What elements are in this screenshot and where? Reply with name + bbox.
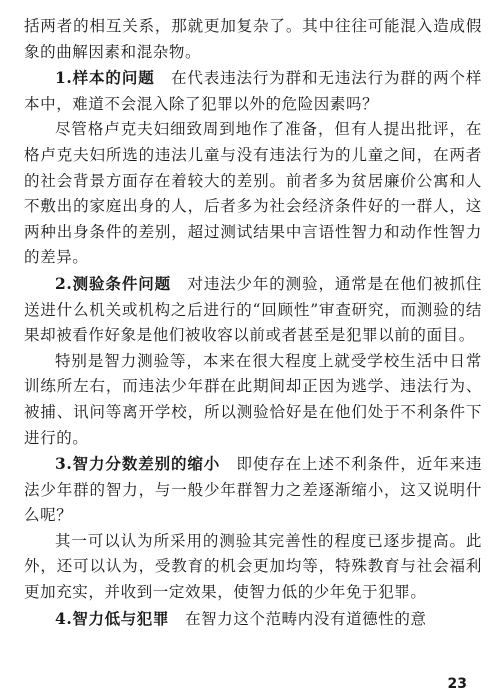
section-paragraph-low-intelligence (24, 606, 482, 633)
paragraph-text: 即使存在上述不利条件，近年来违法少年群的智力，与一般少年群智力之差逐渐缩小，这又说明什么呢？ (24, 455, 482, 525)
paragraph-text: 特别是智力测验等，本来在很大程度上就受学校生活中日常训练所左右，而违法少年群在此期间却正因为逃学、违法行为、被捕、讯问等离开学校，所以测验恰好是在他们处于不利条件下进行的。 (24, 351, 482, 447)
section-paragraph-sample-problem (24, 65, 482, 117)
paragraph (24, 117, 482, 271)
paragraph-continued (24, 14, 482, 65)
section-paragraph-test-conditions (24, 271, 482, 349)
paragraph (24, 349, 482, 451)
paragraph (24, 529, 482, 606)
section-heading: 2.测验条件问题 (55, 273, 171, 293)
paragraph-text: 对违法少年的测验，通常是在他们被抓住送进什么机关或机构之后进行的“回顾性”审查研究，而测验的结果却被看作好象是他们被收容以前或者甚至是犯罪以前的面目。 (24, 274, 483, 345)
page-number: 23 (447, 676, 467, 692)
section-heading: 1.样本的问题 (55, 68, 155, 88)
section-heading: 3.智力分数差别的缩小 (55, 454, 221, 474)
book-page-text (24, 14, 482, 632)
section-heading: 4.智力低与犯罪 (55, 608, 169, 628)
paragraph-text: 在智力这个范畴内没有道德性的意 (168, 609, 427, 628)
paragraph-text: 尽管格卢克夫妇细致周到地作了准备，但有人提出批评，在格卢克夫妇所选的违法儿童与没有违法行为的儿童之间，在两者的社会背景方面存在着较大的差别。前者多为贫居廉价公寓和人不敷出的家庭出身的人，后者多为社会经济条件好的一群人，这两种出身条件的差别，超过测试结果中言语性智力和动作性智力的差异。 (24, 120, 482, 267)
paragraph-text: 括两者的相互关系，那就更加复杂了。其中往往可能混入造成假象的曲解因素和混杂物。 (24, 17, 482, 61)
section-paragraph-score-gap (24, 451, 482, 529)
paragraph-text: 其一可以认为所采用的测验其完善性的程度已逐步提高。此外，还可以认为，受教育的机会更加均等，特殊教育与社会福利更加充实，并收到一定效果，使智力低的少年免于犯罪。 (24, 531, 482, 602)
paragraph-text: 在代表违法行为群和无违法行为群的两个样本中，难道不会混入除了犯罪以外的危险因素吗？ (24, 69, 482, 113)
